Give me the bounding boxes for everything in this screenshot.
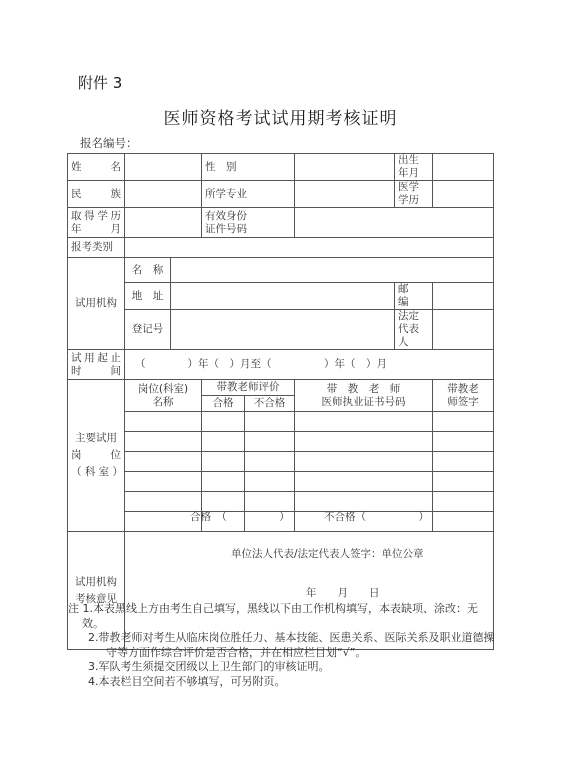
table-row: [68, 452, 494, 472]
postcode-label: 邮 编: [395, 283, 433, 310]
post-name-cell[interactable]: [125, 452, 202, 472]
table-row: [68, 412, 494, 432]
col-teacher-line2: 医师执业证书号码: [321, 395, 406, 408]
table-row: [68, 432, 494, 452]
teacher-cert-cell[interactable]: [295, 412, 433, 432]
pass-cell[interactable]: [202, 432, 245, 452]
category-label: 报考类别: [68, 238, 125, 258]
post-name-cell[interactable]: [125, 432, 202, 452]
opinion-label-line2: 考核意见: [75, 592, 117, 605]
major-field[interactable]: [295, 181, 395, 208]
opinion-date: 年 月 日: [306, 587, 380, 599]
posts-label-line1: 主要试用: [75, 432, 117, 444]
col-sign-line1: 带教老: [447, 382, 479, 395]
col-teacher-header: [295, 380, 433, 412]
note-2: 2.带教老师对考生从临床岗位胜任力、基本技能、医患关系、医际关系及职业道德操守等方面作综合评价是否合格，并在相应栏目划“√”。: [88, 631, 495, 659]
notes: [68, 602, 498, 689]
col-sign-line2: 师签字: [447, 395, 479, 408]
teacher-cert-cell[interactable]: [295, 472, 433, 492]
teacher-cert-cell[interactable]: [295, 452, 433, 472]
legal-rep-label: 法定代表人: [395, 310, 433, 350]
ethnicity-field[interactable]: [125, 181, 202, 208]
note-3: 3.军队考生须提交团级以上卫生部门的审核证明。: [88, 660, 330, 673]
note-4: 4.本表栏目空间若不够填写，可另附页。: [88, 674, 286, 688]
post-name-cell[interactable]: [125, 472, 202, 492]
period-label-line1: 试用起止: [71, 351, 121, 364]
gender-label: 性 别: [202, 154, 295, 181]
pass-cell[interactable]: [202, 472, 245, 492]
post-name-cell[interactable]: [125, 412, 202, 432]
name-label: 姓 名: [68, 154, 125, 181]
col-sign-header: [433, 380, 494, 412]
col-eval-header: 带教老师评价: [202, 380, 295, 396]
posts-label: [68, 380, 125, 532]
fail-cell[interactable]: [245, 452, 295, 472]
degree-label: 医学学历: [395, 181, 433, 208]
col-post-header: [125, 380, 202, 412]
gender-field[interactable]: [295, 154, 395, 181]
ethnicity-label: 民 族: [68, 181, 125, 208]
postcode-field[interactable]: [433, 283, 494, 310]
page-title: 医师资格考试试用期考核证明: [163, 109, 398, 129]
col-post-line2: 名称: [152, 395, 174, 408]
pass-cell[interactable]: [202, 412, 245, 432]
opinion-label-line1: 试用机构: [75, 575, 117, 588]
institution-address-field[interactable]: [171, 283, 395, 310]
education-time-field[interactable]: [125, 208, 202, 238]
certificate-form-table: [67, 153, 494, 650]
col-fail-header: 不合格: [245, 396, 295, 412]
period-label: [68, 350, 125, 380]
id-number-field[interactable]: [295, 208, 494, 238]
pass-cell[interactable]: [202, 452, 245, 472]
teacher-sign-cell[interactable]: [433, 452, 494, 472]
posts-label-line2: 岗 位: [71, 449, 121, 461]
birth-label: 出生年月: [395, 154, 433, 181]
opinion-pass-option[interactable]: 合格 （ ）: [190, 511, 290, 523]
note-1: 注 1.本表黑线上方由考生自己填写，黑线以下由工作机构填写，本表缺项、涂改：无效。: [68, 602, 478, 630]
teacher-sign-cell[interactable]: [433, 512, 494, 532]
fail-cell[interactable]: [245, 472, 295, 492]
registration-number-label: 报名编号：: [80, 136, 138, 150]
teacher-sign-cell[interactable]: [433, 432, 494, 452]
col-teacher-line1: 带 教 老 师: [326, 382, 401, 395]
id-number-line1: 有效身份: [205, 209, 247, 222]
attachment-label: 附件 3: [78, 74, 123, 92]
table-row: [68, 472, 494, 492]
legal-rep-field[interactable]: [433, 310, 494, 350]
fail-cell[interactable]: [245, 432, 295, 452]
institution-reg-field[interactable]: [171, 310, 395, 350]
name-field[interactable]: [125, 154, 202, 181]
institution-reg-label: 登记号: [125, 310, 171, 350]
degree-field[interactable]: [433, 181, 494, 208]
teacher-sign-cell[interactable]: [433, 492, 494, 512]
education-time-label: [68, 208, 125, 238]
opinion-signature-line: 单位法人代表/法定代表人签字：单位公章: [231, 548, 424, 560]
col-post-line1: 岗位(科室): [137, 382, 189, 395]
teacher-cert-cell[interactable]: [295, 432, 433, 452]
major-label: 所学专业: [202, 181, 295, 208]
education-time-line1: 取得学历: [71, 209, 121, 222]
institution-label: 试用机构: [68, 258, 125, 350]
institution-address-label: 地 址: [125, 283, 171, 310]
posts-label-line3: （ 科 室 ）: [71, 466, 124, 478]
institution-name-field[interactable]: [171, 258, 494, 283]
education-time-line2: 年 月: [71, 222, 121, 235]
teacher-sign-cell[interactable]: [433, 472, 494, 492]
period-field[interactable]: （ ）年（ ）月至（ ）年（ ）月: [125, 350, 494, 380]
birth-field[interactable]: [433, 154, 494, 181]
period-label-line2: 时 间: [71, 364, 121, 377]
id-number-line2: 证件号码: [205, 222, 247, 235]
institution-name-label: 名 称: [125, 258, 171, 283]
col-pass-header: 合格: [202, 396, 245, 412]
teacher-sign-cell[interactable]: [433, 412, 494, 432]
category-field[interactable]: [125, 238, 494, 258]
fail-cell[interactable]: [245, 412, 295, 432]
opinion-fail-option[interactable]: 不合格（ ）: [324, 511, 429, 523]
id-number-label: [202, 208, 295, 238]
